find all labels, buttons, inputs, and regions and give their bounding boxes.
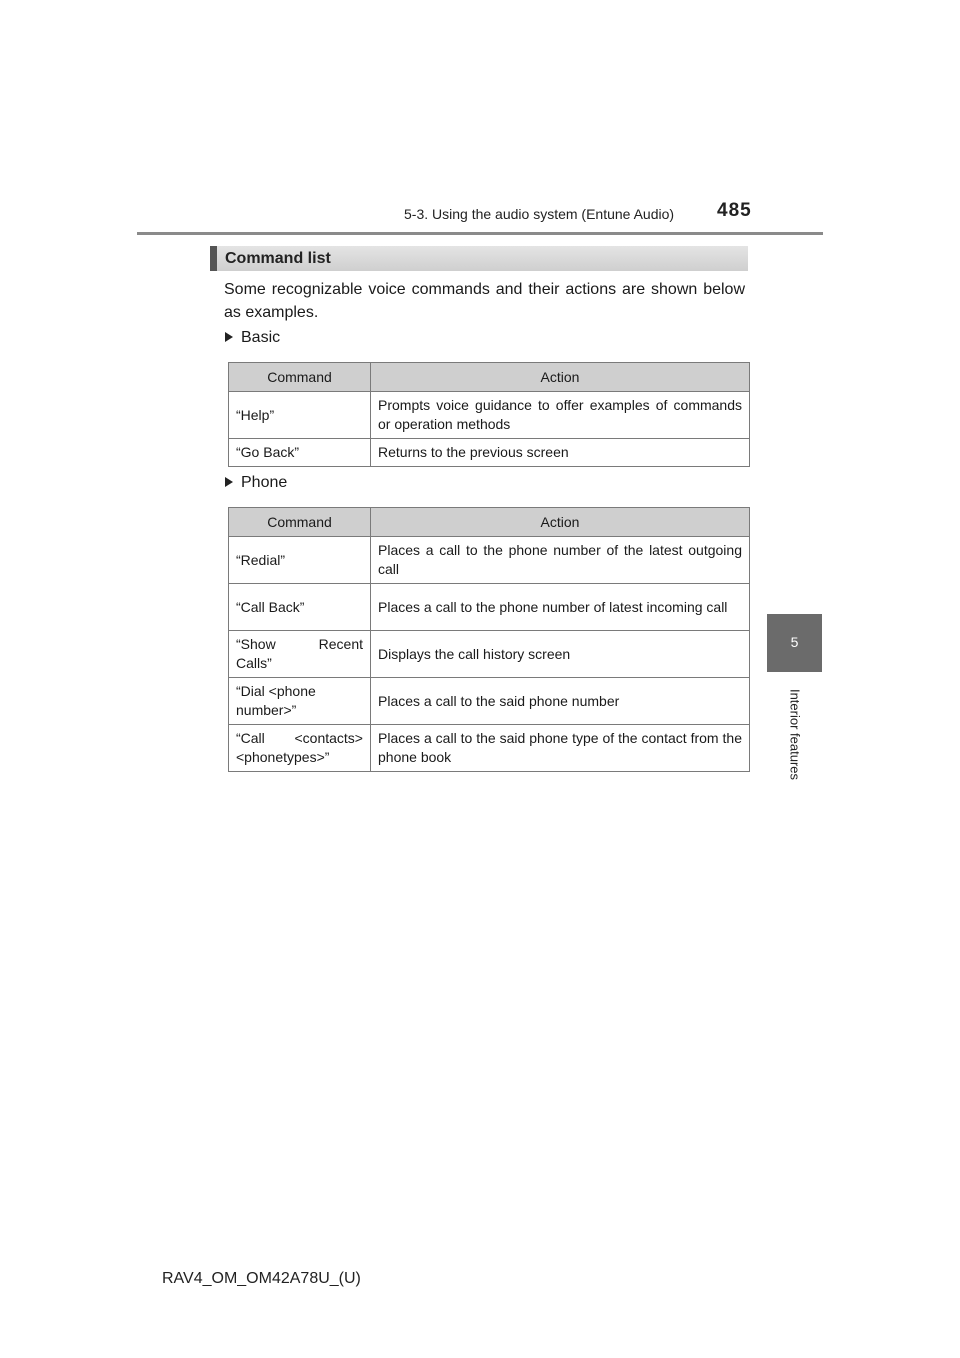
chapter-tab	[767, 614, 822, 672]
action-cell: Places a call to the said phone type of the contact from the phone book	[371, 725, 750, 772]
table-row	[229, 439, 750, 467]
column-header-action: Action	[371, 363, 750, 392]
command-cell: “Call <contacts> <phonetypes>”	[229, 725, 371, 772]
page-number: 485	[717, 200, 752, 221]
intro-paragraph: Some recognizable voice commands and their actions are shown below as examples.	[224, 281, 745, 321]
subheading-basic	[225, 329, 280, 347]
subheading-basic-text: Basic	[241, 329, 281, 346]
table-row	[229, 584, 750, 631]
subheading-phone	[225, 474, 287, 492]
table-row	[229, 631, 750, 678]
action-cell: Prompts voice guidance to offer examples of commands or operation methods	[371, 392, 750, 439]
command-cell: “Redial”	[229, 537, 371, 584]
command-cell: “Show Recent Calls”	[229, 631, 371, 678]
table-row	[229, 392, 750, 439]
command-cell: “Dial <phone number>”	[229, 678, 371, 725]
header-divider	[137, 232, 823, 235]
triangle-bullet-icon	[225, 332, 233, 342]
column-header-command: Command	[229, 363, 371, 392]
column-header-command: Command	[229, 508, 371, 537]
chapter-label: Interior features	[787, 688, 803, 781]
column-header-action: Action	[371, 508, 750, 537]
chapter-number: 5	[790, 634, 799, 650]
section-heading	[210, 246, 748, 271]
action-cell: Places a call to the phone number of the latest outgoing call	[371, 537, 750, 584]
basic-command-table	[228, 362, 750, 467]
action-cell: Returns to the previous screen	[371, 439, 750, 467]
document-code: RAV4_OM_OM42A78U_(U)	[162, 1270, 361, 1287]
chapter-label-container	[787, 680, 803, 790]
action-cell: Places a call to the said phone number	[371, 678, 750, 725]
command-cell: “Go Back”	[229, 439, 371, 467]
table-row	[229, 678, 750, 725]
section-heading-text: Command list	[225, 250, 331, 267]
subheading-phone-text: Phone	[241, 474, 288, 491]
action-cell: Displays the call history screen	[371, 631, 750, 678]
triangle-bullet-icon	[225, 477, 233, 487]
phone-command-table	[228, 507, 750, 772]
header-section-title: 5-3. Using the audio system (Entune Audio)	[404, 206, 675, 222]
command-cell: “Call Back”	[229, 584, 371, 631]
table-row	[229, 537, 750, 584]
action-cell: Places a call to the phone number of latest incoming call	[371, 584, 750, 631]
table-row	[229, 725, 750, 772]
command-cell: “Help”	[229, 392, 371, 439]
